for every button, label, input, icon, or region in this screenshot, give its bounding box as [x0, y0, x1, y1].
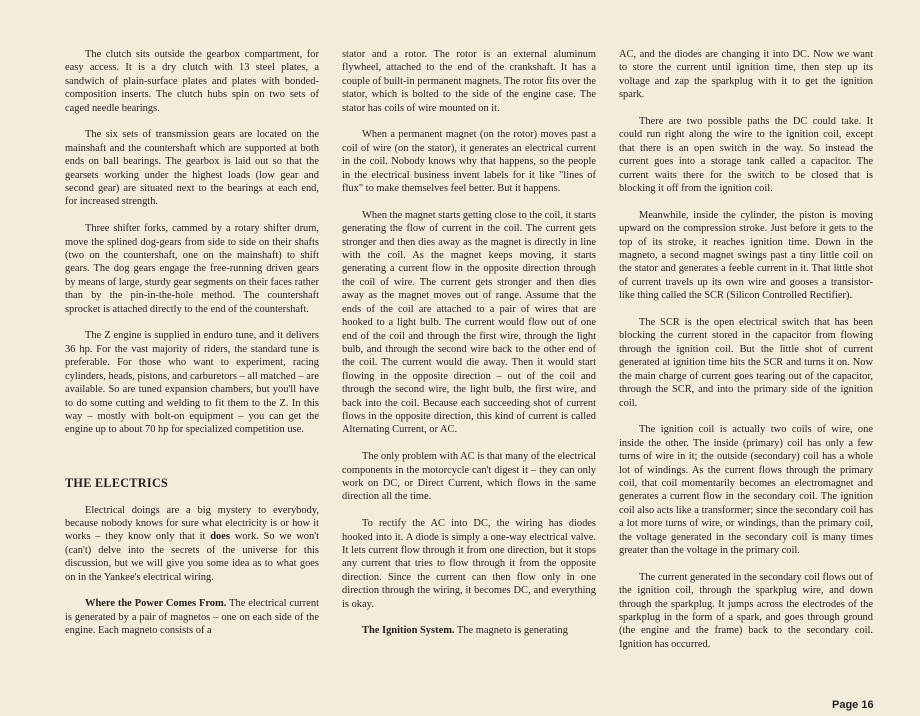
paragraph-text: The electrical current is generated by a pair of magnetos – one on each side of the engine. Each magneto consists of a	[65, 598, 320, 637]
section-heading: THE ELECTRICS	[65, 475, 169, 490]
paragraph: There are two possible paths the DC could take. It could run right along the wire to the ignition coil, except that there is an open switch in the way. So instead the current goes into a storage tank called a capacitor. The current waits there for the switch to be closed that is blocking it off from the ignition coil.	[619, 116, 873, 195]
paragraph: The six sets of transmission gears are located on the mainshaft and the countershaft which are supported at both ends on ball bearings. The gearbox is laid out so that the gearsets working under the highest loads (low gear and second gear) are situated next to the bearings at each end, for increased strength.	[65, 129, 319, 208]
paragraph	[342, 624, 596, 637]
paragraph: When the magnet starts getting close to the coil, it starts generating the flow of current in the coil. The current gets stronger and then dies away as the magnet is directly in line with the coil. As the magnet keeps moving, it starts generating a current flow in the opposite direction through the coil of wire. The current gets stronger and then dies away as the magnet moves out of range. Assume that the ends of the coil are attached to a pair of wires that are hooked to a light bulb. The current would flow out of one end of the coil and through the first wire, through the light bulb, and through the second wire back to the other end of the coil. The current would die away. Then it would start flowing in the opposite direction – out of the coil and through the second wire, the light bulb, the first wire, and back into the coil. Because each succeeding shot of current flows in the opposite direction, this kind of current is called Alternating Current, or AC.	[342, 209, 596, 436]
paragraph-text: The magneto is generating	[454, 625, 568, 637]
paragraph: The Z engine is supplied in enduro tune, and it delivers 36 hp. For the vast majority of riders, the standard tune is preferable. For those who want to experiment, racing cylinders, heads, pistons, and carburetors – all matched – are available. So are tuned expansion chambers, but you'll have to do some cutting and welding to fit them to the Z. In this way – mostly with bolt-on equipment – you can get the engine up to about 70 hp for specialized competition use.	[65, 330, 319, 436]
paragraph: When a permanent magnet (on the rotor) moves past a coil of wire (on the stator), it generates an electrical current in the coil. Nobody knows why that happens, so the people in the electrical business invent labels for it like "lines of flux" to make themselves feel better. But it happens.	[342, 129, 596, 195]
text-column-3	[619, 48, 873, 665]
page-number: Page 16	[832, 699, 874, 711]
paragraph: The SCR is the open electrical switch that has been blocking the current stored in the capacitor from flowing through the ignition coil. But the little shot of current generated at ignition time hits the SCR and turns it on. Now the main charge of current goes tearing out of the capacitor, through the SCR, and into the primary side of the ignition coil.	[619, 317, 873, 409]
paragraph: The current generated in the secondary coil flows out of the ignition coil, through the sparkplug wire, and down through the sparkplug. It jumps across the electrodes of the sparkplug in the form of a spark, and goes through ground (the engine and the frame) back to the secondary coil. Ignition has occurred.	[619, 571, 873, 650]
run-in-heading: The Ignition System.	[362, 625, 455, 637]
text-column-1	[65, 48, 319, 651]
paragraph: stator and a rotor. The rotor is an external aluminum flywheel, attached to the end of the crankshaft. It has a couple of built-in permanent magnets. The rotor fits over the stator, which is bolted to the side of the engine case. The stator has coils of wire mounted on it.	[342, 49, 596, 114]
paragraph: The clutch sits outside the gearbox compartment, for easy access. It is a dry clutch with 13 steel plates, a sandwich of plain-surface plates and plates with bonded-composition inserts. The clutch hubs spin on two sets of caged needle bearings.	[65, 49, 319, 114]
text-column-2	[342, 48, 596, 651]
paragraph: AC, and the diodes are changing it into DC. Now we want to store the current until ignition time, then step up its voltage and zap the sparkplug with it to get the ignition spark.	[619, 49, 873, 101]
paragraph-text: Electrical doings are a big mystery to everybody, because nobody knows for sure what electricity is or how it works – they know only that it	[65, 504, 319, 543]
paragraph	[65, 504, 319, 584]
paragraph: The only problem with AC is that many of the electrical components in the motorcycle can't digest it – they can only work on DC, or Direct Current, which flows in the same direction all the time.	[342, 451, 596, 503]
paragraph: The ignition coil is actually two coils of wire, one inside the other. The inside (primary) coil has only a few turns of wire in it; the outside (secondary) coil has a whole lot of windings. As the current flows through the primary coil, that coil momentarily becomes an electromagnet and generates a current flow in the secondary coil. The ignition coil also acts like a transformer; since the secondary coil has a lot more turns of wire, or windings, than the primary coil, the voltage generated in the secondary coil is many times greater than the voltage in the primary coil.	[619, 424, 873, 556]
paragraph: Three shifter forks, cammed by a rotary shifter drum, move the splined dog-gears from side to side on their shafts (two on the countershaft, one on the mainshaft) to shift gears. The dog gears engage the free-running driven gears by means of large, sturdy gear segments on their faces rather than by the pin-in-the-hole method. The countershaft sprocket is attached directly to the end of the countershaft.	[65, 223, 319, 315]
paragraph-text: work. So we won't (can't) delve into the secrets of the universe for this discussion, but we will give you some idea as to what goes on in the Yankee's electrical wiring.	[65, 531, 320, 583]
paragraph: To rectify the AC into DC, the wiring has diodes hooked into it. A diode is simply a one-way electrical valve. It lets current flow through it from one direction, but it stops any current that tries to flow through it from the opposite direction. Since the current can then flow only in one direction through the wiring, it becomes DC, and everything is okay.	[342, 518, 596, 610]
paragraph: Meanwhile, inside the cylinder, the piston is moving upward on the compression stroke. Just before it gets to the top of its stroke, it reaches ignition time. Down in the magneto, a second magnet swings past a tiny little coil on the stator and generates a feeble current in it. That little shot of current travels up its own wire and gooses a transistor-like thing called the SCR (Silicon Controlled Rectifier).	[619, 209, 873, 302]
run-in-heading: Where the Power Comes From.	[85, 598, 227, 610]
paragraph	[65, 597, 319, 637]
emphasis: does	[210, 531, 230, 543]
